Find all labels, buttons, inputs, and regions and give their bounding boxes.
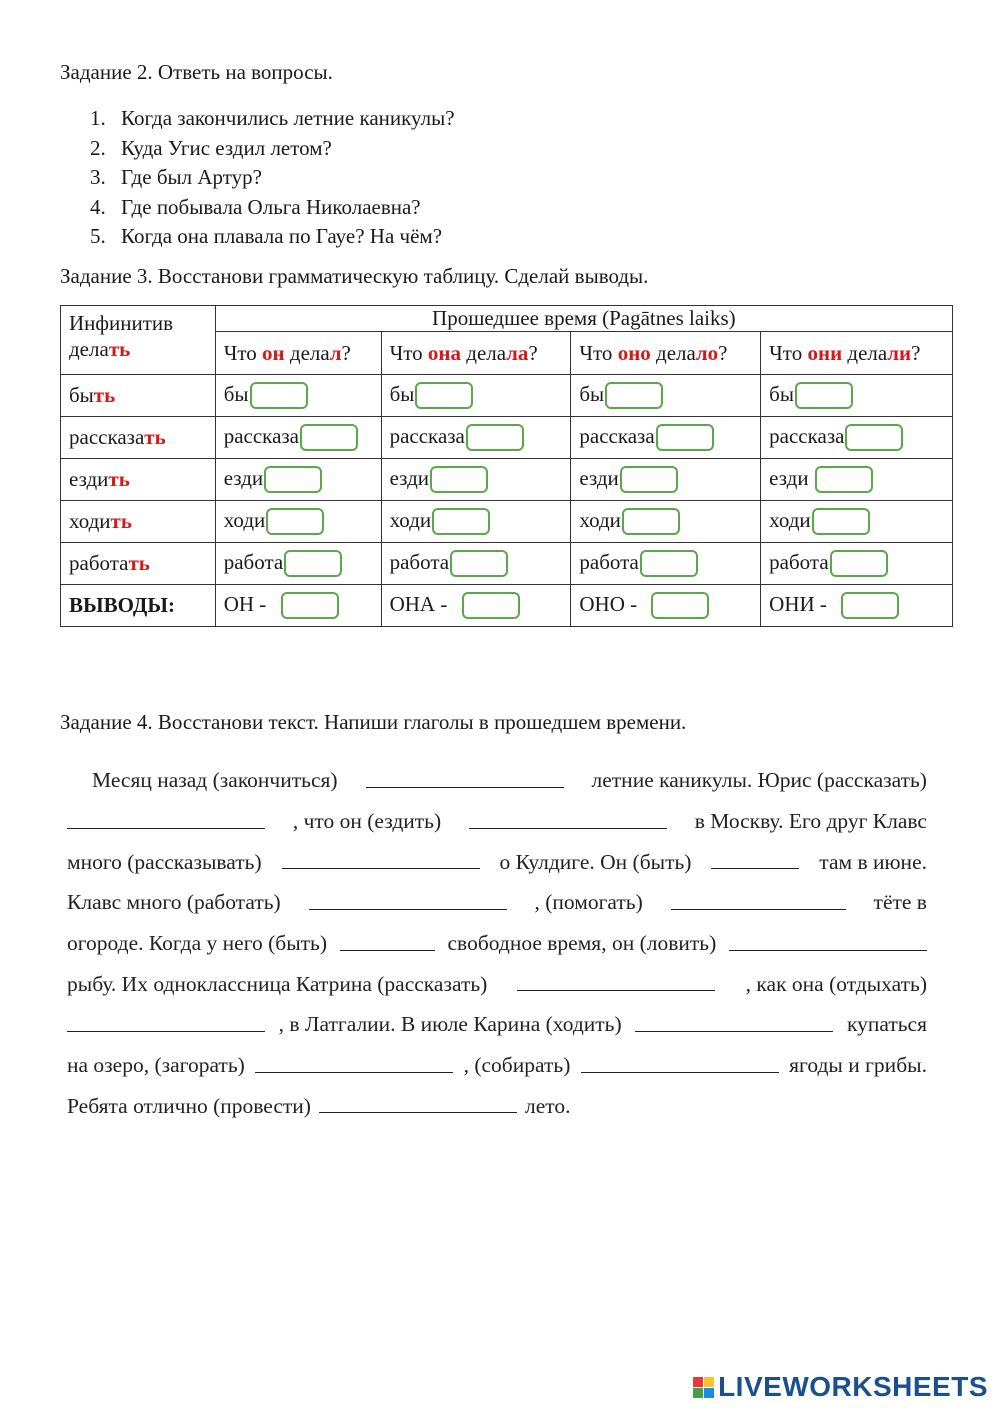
answer-blank[interactable] [671, 895, 846, 910]
fill-in-text [67, 760, 927, 1126]
column-header: Что они делали? [761, 332, 953, 375]
answer-input[interactable] [812, 508, 870, 535]
table-row [61, 459, 953, 501]
answer-blank[interactable] [635, 1017, 833, 1032]
table-row [61, 417, 953, 459]
text-line: на озеро, (загорать) , (собирать) ягоды и грибы. [67, 1053, 927, 1078]
liveworksheets-logo: LIVEWORKSHEETS [693, 1371, 988, 1403]
list-item: 4. Где побывала Ольга Николаевна? [90, 194, 421, 219]
table-row [61, 375, 953, 417]
answer-blank[interactable] [67, 814, 265, 829]
task2-title: Задание 2. Ответь на вопросы. [60, 60, 333, 84]
answer-input[interactable] [264, 466, 322, 493]
conclusions-label: ВЫВОДЫ: [61, 585, 216, 627]
answer-input[interactable] [462, 592, 520, 619]
answer-blank[interactable] [319, 1098, 517, 1113]
infinitive-cell: работать [61, 543, 216, 585]
answer-input[interactable] [605, 382, 663, 409]
answer-input[interactable] [266, 508, 324, 535]
conclusions-row [61, 585, 953, 627]
form-cell: ходи [761, 501, 953, 543]
text-line: , что он (ездить) в Москву. Его друг Клавс [67, 801, 927, 842]
form-cell: езди [381, 459, 571, 501]
form-cell: работа [381, 543, 571, 585]
answer-input[interactable] [415, 382, 473, 409]
logo-icon [693, 1377, 714, 1398]
form-cell: бы [761, 375, 953, 417]
answer-blank[interactable] [340, 936, 435, 951]
column-header: Что оно делало? [571, 332, 761, 375]
form-cell: работа [761, 543, 953, 585]
infinitive-cell: ездить [61, 459, 216, 501]
answer-input[interactable] [450, 550, 508, 577]
text-line: Клавс много (работать) , (помогать) тёте в [67, 890, 927, 915]
infinitive-cell: ходить [61, 501, 216, 543]
form-cell: работа [571, 543, 761, 585]
form-cell: ходи [571, 501, 761, 543]
answer-input[interactable] [300, 424, 358, 451]
answer-blank[interactable] [366, 773, 564, 788]
form-cell: работа [215, 543, 381, 585]
column-header: Что она делала? [381, 332, 571, 375]
infinitive-cell: быть [61, 375, 216, 417]
form-cell: ходи [215, 501, 381, 543]
answer-input[interactable] [466, 424, 524, 451]
text-line: рыбу. Их одноклассница Катрина (рассказать) , как она (отдыхать) [67, 971, 927, 996]
infinitive-header: Инфинитив делать [61, 306, 216, 375]
form-cell: рассказа [571, 417, 761, 459]
text-line: много (рассказывать) о Кулдиге. Он (быть) там в июне. [67, 849, 927, 874]
conclusion-cell: ОНА - [381, 585, 571, 627]
answer-input[interactable] [284, 550, 342, 577]
table-row [61, 501, 953, 543]
text-line: , в Латгалии. В июле Карина (ходить) купаться [67, 1004, 927, 1045]
answer-input[interactable] [281, 592, 339, 619]
column-header: Что он делал? [215, 332, 381, 375]
form-cell: езди [571, 459, 761, 501]
answer-input[interactable] [656, 424, 714, 451]
answer-input[interactable] [845, 424, 903, 451]
list-item: 5. Когда она плавала по Гауе? На чём? [90, 224, 443, 248]
answer-blank[interactable] [255, 1058, 453, 1073]
form-cell: рассказа [761, 417, 953, 459]
answer-input[interactable] [622, 508, 680, 535]
form-cell: бы [381, 375, 571, 417]
list-item: 3. Где был Артур? [90, 165, 262, 189]
answer-input[interactable] [795, 382, 853, 409]
answer-input[interactable] [830, 550, 888, 577]
form-cell: ходи [381, 501, 571, 543]
form-cell: рассказа [381, 417, 571, 459]
answer-blank[interactable] [711, 854, 799, 869]
text-line: Месяц назад (закончиться) летние каникулы. Юрис (рассказать) [92, 768, 927, 793]
table-row [61, 543, 953, 585]
answer-blank[interactable] [581, 1058, 779, 1073]
answer-input[interactable] [651, 592, 709, 619]
conclusion-cell: ОН - [215, 585, 381, 627]
answer-input[interactable] [432, 508, 490, 535]
answer-blank[interactable] [517, 976, 715, 991]
form-cell: рассказа [215, 417, 381, 459]
text-line: Ребята отлично (провести) лето. [67, 1093, 571, 1118]
answer-input[interactable] [430, 466, 488, 493]
past-tense-header: Прошедшее время (Pagātnes laiks) [215, 306, 952, 332]
answer-input[interactable] [640, 550, 698, 577]
grammar-table [60, 305, 953, 627]
answer-blank[interactable] [67, 1017, 265, 1032]
answer-input[interactable] [841, 592, 899, 619]
form-cell: бы [215, 375, 381, 417]
answer-blank[interactable] [469, 814, 667, 829]
form-cell: бы [571, 375, 761, 417]
text-line: огороде. Когда у него (быть) свободное время, он (ловить) [67, 923, 927, 964]
conclusion-cell: ОНО - [571, 585, 761, 627]
form-cell: езди [215, 459, 381, 501]
form-cell: езди [761, 459, 953, 501]
answer-blank[interactable] [309, 895, 507, 910]
list-item: 1. Когда закончились летние каникулы? [90, 106, 455, 130]
infinitive-cell: рассказать [61, 417, 216, 459]
answer-input[interactable] [250, 382, 308, 409]
task4-title: Задание 4. Восстанови текст. Напиши глаголы в прошедшем времени. [60, 710, 687, 734]
questions-list [90, 104, 455, 252]
answer-blank[interactable] [729, 936, 927, 951]
answer-input[interactable] [620, 466, 678, 493]
list-item: 2. Куда Угис ездил летом? [90, 135, 332, 160]
answer-input[interactable] [815, 466, 873, 493]
answer-blank[interactable] [282, 854, 480, 869]
task3-title: Задание 3. Восстанови грамматическую таблицу. Сделай выводы. [60, 264, 649, 288]
conclusion-cell: ОНИ - [761, 585, 953, 627]
table-header-row [61, 306, 953, 332]
